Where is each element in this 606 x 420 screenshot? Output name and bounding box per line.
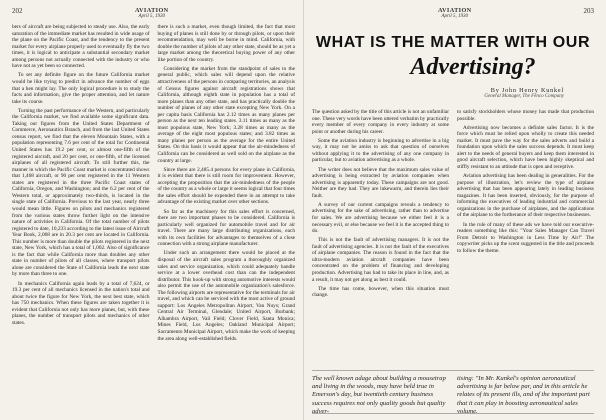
right-page [303, 0, 606, 420]
issue-date: April 5, 1930 [138, 14, 165, 19]
paragraph: In mechanics California again leads by a total of 7,624, or 19.3 per cent of all mechanics licensed in the nation's total and about twice the figure for New York, the next best state, which has 750 mechanics. When these figures are taken together it is evident that California not only has more planes, but, with these planes, the number of transport pilots and mechanics of other states. [12, 280, 150, 326]
paragraph: The question asked by the title of this article is not an unfamiliar one. These very words have been uttered verbatim by practically every member of every company in every industry at some point or another during his career. [312, 109, 449, 135]
right-col-1 [312, 109, 449, 361]
paragraph: bers of aircraft are being subjected to steady use. Also, the early saturation of the immediate market has resulted in wide usage of the plane on the Pacific Coast, and the tendency to the present market for every airplane properly used to eventually fly the two times, it is logical to anticipate a substantial secondary market among persons not actually connected with the industry or who have not as yet been so connected. [12, 24, 150, 70]
article-title [312, 34, 594, 81]
byline [312, 87, 564, 99]
paragraph: Under such an arrangement there would be placed at the disposal of the aircraft sales program a thoroughly organized sales and service organization, which could adequately handle service at a lower overhead cost than can the independent distributor. This hook-up with strong automotive interests would also permit the use of the automobile organization's salesforce. The following airports are representative for the terminals for air travel, and which can be serviced with the most active of ground support: Los Angeles Metropolitan Airport, Van Nuys; Grand Central Air Terminal, Glendale; United Airport, Burbank; Alhambra Airport, Vail Field; Clover Field, Santa Monica; Mines Field, Los Angeles; Oakland Municipal Airport; Sacramento Municipal Airport, which make the work of keeping the area along well-established fields. [157, 250, 295, 342]
issue-date: April 5, 1930 [441, 14, 468, 19]
left-running-head [12, 8, 295, 20]
paragraph: Since there are 2,485.4 persons for every plane in California, it is evident that there is still room for improvement. However, accepting the proposition that the air-mindedness of the people of the country as a whole or large it seems logical that four times the sales effort should be expended there in an attempt to take advantage of the existing market over other sections. [157, 166, 295, 206]
author-name: By John Henry Kunkel [490, 87, 564, 94]
paragraph: A survey of our current campaigns reveals a tendency to advertising for the sake of advertising, rather than to advertise for sales. We are advertising because we either feel it is a necessary evil, or else because we feel it is the accepted thing to do. [312, 201, 449, 235]
paragraph: Some the aviation industry is beginning to advertise in a big way, it may not be amiss to ask that question of ourselves without applying it to the advertising of any one company in particular, but to aviation advertising as a whole. [312, 137, 449, 164]
paragraph: there is such a market, even though limited, the fact that most buying of planes is still done by or through pilots, or upon their recommendation, may well be borne in mind. California, with double the number of pilots of any other state, should be as yet a large market among the theoretical buying power of any other like portion of the country. [157, 24, 295, 63]
right-col-2 [457, 109, 594, 361]
paragraph: Advertising now becomes a definite sales factor. It is the force which must be relied upon wholly to create this needed market. It must pave the way for the sales adverts and build a foundation upon which the sales success depends. It must keep alert to the needs of general buyers and keep them interested in good aircraft selection, which have been highly skeptical and stiffly resistant to an attitude that is open and receptive. [457, 124, 594, 170]
magazine-name: AVIATION [437, 7, 472, 14]
right-columns [312, 109, 594, 361]
paragraph: Turning the past performance of the Western, and particularly the California market, we find available some significant data. Taking our figures from the United States Department of Commerce, Aeronautics Branch, and from the last United States census report, we find that the eleven Mountain States, with a population representing 7.6 per cent of the total for Continental United States has 19.2 per cent, or almost one-fifth of the registered aircraft, and 20 per cent, or one-fifth, of the licensed airplanes of all registered aircraft. To still further this, the manner in which the Pacific Coast market is concentrated shows that 1,468 aircraft, or 90 per cent registered in the 11 Western states are registered in the three Pacific Coast states of California, Oregon, and Washington; and the 6.2 per cent of the Western total, or approximately two-thirds, is located in the single state of California. Previous to the last year, nearly three would mean little. Figures on pilots and mechanics registered from the various states throw further light on the intensive nature of activities in California. Of the total number of pilots registered to date, 10,233 according to the latest issue of Aircraft Year Book, 2,068 are in 20.3 per cent are located in California. This number is more than double the pilots registered in the next state, New York, which has a total of 1,002. Also of significance is the fact that while California more than doubles any other state in number of pilots of all classes, where transport pilots alone are considered the State of California leads the next state by more than three to one. [12, 107, 150, 278]
left-col-2 [158, 24, 296, 345]
paragraph: Considering the market from the standpoint of sales to the general public, which sales will depend upon the relative attractiveness of the persons in comparing territories, an analysis of Census figures against aircraft registrations shows that California, although eighth state in population has a total of more planes than any other state, and has practically double the number of planes of any other state excepting New York. On a per capita basis California has 2.12 times as many planes per person as the next ten leading states. 3.11 times as many as the most populous state, New York; 3.28 times as many as the average of the eight most populous states; and 3.82 times as many planes per person as the average for the entire United States. On this basis it would appear that the air-mindedness of California can be considered as well sold on the airplane as the country at large. [157, 65, 295, 164]
pull-quote-left: The well known adage about building a mousetrap and living in the woods, may have held true in Emerson's day, but twentieth century business success requires not only quality goods but quality adver- [312, 375, 446, 415]
left-columns [12, 24, 295, 345]
page-number: 203 [583, 7, 594, 15]
author-role: General Manager, The Fenco Company [484, 94, 564, 99]
paragraph: In the rule of many of these ads we have told our executive-readers something like this: "Your Sales Manager Can Travel From Detroit to Washington in Less Time by Air!" The copywriter picks up the scent suggested in the title and proceeds to follow the theme. [457, 221, 594, 254]
paragraph: Aviation advertising has been dealing in generalities. For the purpose of illustration, let's review the type of airplane advertising that has been appearing lately in leading business magazines. It has been inserted, obviously, for the purpose of informing the executives of leading industrial and commercial organizations in the purchase of airplanes, and the applications of the airplane to the furtherance of their respective businesses. [457, 173, 594, 219]
paragraph: The writer does not believe that the maximum sales value of advertising is being extracted by aviation companies when advertising is apparently today. These campaigns are not good. Neither are they bad. They are lukewarm, and therein lies their fault. [312, 166, 449, 199]
paragraph: to satisfy stockholders whose money has made that production possible. [457, 109, 594, 122]
title-line-2: Advertising? [410, 54, 536, 80]
paragraph: This is not the fault of advertising managers. It is not the fault of advertising agencies. It is not the fault of the executives of airplane companies. The reason is found in the fact that the ultra-modern aviation aircraft companies have been concentrated on the problem of financing and developing production. Advertising has had to take its place in line, and, as a result, it may not get along as best it could. [312, 237, 449, 283]
right-running-head [312, 8, 594, 20]
paragraph: To set any definite figure on the future California market would be like trying to predict in advance the number of eggs that a hen might lay. The only logical procedure is to study the facts and information, give the proper attention, and let nature take its course. [12, 72, 150, 105]
pull-quote [312, 370, 594, 414]
page-number: 202 [12, 7, 23, 15]
pull-quote-right: tising: "In Mr. Kunkel's opinion aeronautical advertising is far below par, and in this article he relates of its present ills, and of the important part that it can play in boosting aeronautical sales volume. [457, 375, 590, 415]
paragraph: So far as the machinery for this sales effort is concerned, there are two important phases to be considered. California is particularly well organized for automobile travel and for air travel. There are many large distributing organizations, each with its own facilities for advantages to themselves of a close connection with a strong airplane manufacturer. [157, 208, 295, 248]
paragraph: The time has come, however, when this situation must change. [312, 285, 449, 299]
left-col-1 [12, 24, 150, 345]
title-line-1: WHAT IS THE MATTER WITH OUR [315, 34, 591, 51]
magazine-name: AVIATION [134, 7, 169, 14]
